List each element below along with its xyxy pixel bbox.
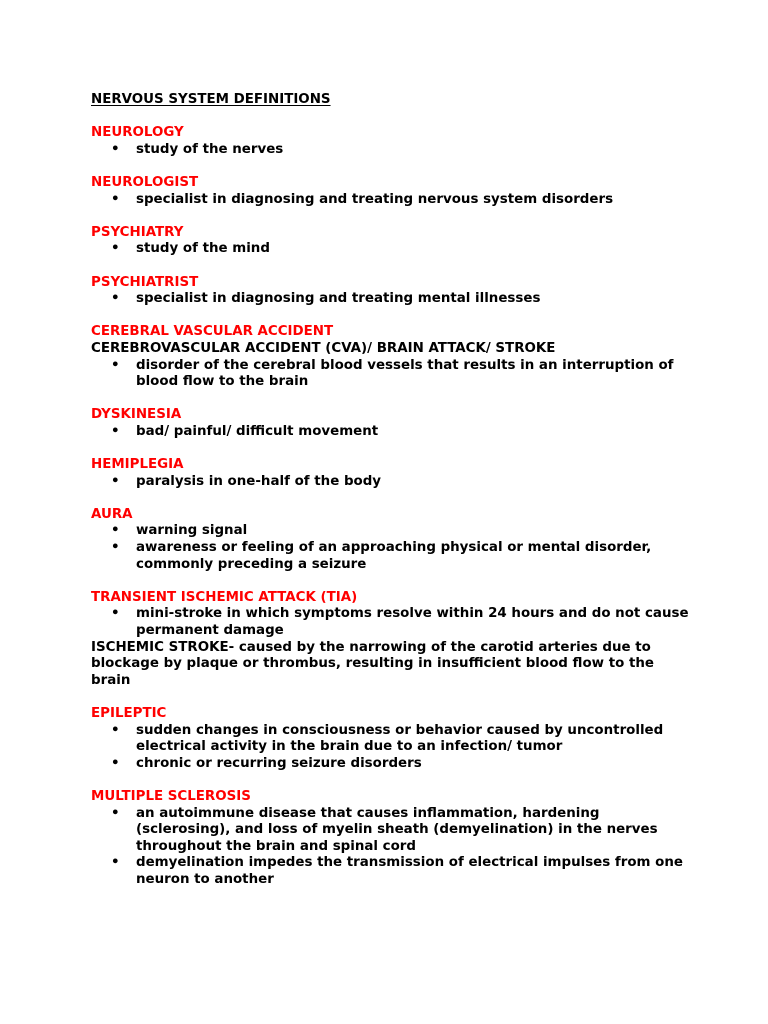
document-page [91, 92, 691, 905]
term-heading: CEREBRAL VASCULAR ACCIDENT [91, 324, 334, 340]
definition-entry-neurologist [91, 175, 691, 208]
term-heading: PSYCHIATRIST [91, 274, 199, 290]
definition-entry-neurology [91, 125, 691, 158]
definition-list [91, 192, 691, 209]
term-heading: DYSKINESIA [91, 407, 182, 423]
definition-list [91, 142, 691, 159]
definition-bullet: • demyelination impedes the transmission of electrical impulses from one neuron to another [91, 855, 691, 888]
definition-entry-multiple-sclerosis [91, 789, 691, 889]
definition-list [91, 424, 691, 441]
term-heading: HEMIPLEGIA [91, 457, 184, 473]
definition-entry-epileptic [91, 706, 691, 772]
definition-bullet: • specialist in diagnosing and treating mental illnesses [91, 291, 691, 308]
definition-bullet: • disorder of the cerebral blood vessels that results in an interruption of blood flow to the brain [91, 358, 691, 391]
definition-list [91, 523, 691, 573]
definition-entry-psychiatrist [91, 275, 691, 308]
definition-list [91, 291, 691, 308]
term-heading: MULTIPLE SCLEROSIS [91, 788, 251, 804]
definition-list [91, 723, 691, 773]
definition-bullet: • bad/ painful/ difficult movement [91, 424, 691, 441]
definition-entry-cerebral-vascular-accident [91, 324, 691, 390]
definition-bullet: • awareness or feeling of an approaching physical or mental disorder, commonly preceding a seizure [91, 540, 691, 573]
definition-entry-psychiatry [91, 225, 691, 258]
term-heading: NEUROLOGIST [91, 174, 199, 190]
definition-bullet: • warning signal [91, 523, 691, 540]
definition-bullet: • an autoimmune disease that causes inflammation, hardening (sclerosing), and loss of myelin sheath (demyelination) in the nerves throughout the brain and spinal cord [91, 806, 691, 856]
definition-bullet: • study of the nerves [91, 142, 691, 159]
definition-entry-aura [91, 507, 691, 573]
definition-list [91, 474, 691, 491]
definition-list [91, 806, 691, 889]
definition-bullet: • chronic or recurring seizure disorders [91, 756, 691, 773]
definition-list [91, 241, 691, 258]
definition-bullet: • study of the mind [91, 241, 691, 258]
term-heading: NEUROLOGY [91, 125, 184, 141]
term-synonyms: CEREBROVASCULAR ACCIDENT (CVA)/ BRAIN ATTACK/ STROKE [91, 340, 556, 356]
term-heading: PSYCHIATRY [91, 224, 184, 240]
definition-entry-dyskinesia [91, 407, 691, 440]
ischemic-stroke-note: ISCHEMIC STROKE- caused by the narrowing of the carotid arteries due to blockage by plaque or thrombus, resulting in insufficient blood flow to the brain [91, 639, 654, 688]
term-heading: TRANSIENT ISCHEMIC ATTACK (TIA) [91, 589, 358, 605]
definition-list [91, 606, 691, 639]
definition-bullet: • specialist in diagnosing and treating nervous system disorders [91, 192, 691, 209]
definition-entry-transient-ischemic-attack [91, 590, 691, 690]
term-heading: EPILEPTIC [91, 705, 167, 721]
definition-bullet: • mini-stroke in which symptoms resolve within 24 hours and do not cause permanent damage [91, 606, 691, 639]
definition-list [91, 358, 691, 391]
document-title: NERVOUS SYSTEM DEFINITIONS [91, 92, 331, 107]
term-heading: AURA [91, 506, 133, 522]
definition-bullet: • sudden changes in consciousness or behavior caused by uncontrolled electrical activity in the brain due to an infection/ tumor [91, 723, 691, 756]
definition-bullet: • paralysis in one-half of the body [91, 474, 691, 491]
definition-entry-hemiplegia [91, 457, 691, 490]
